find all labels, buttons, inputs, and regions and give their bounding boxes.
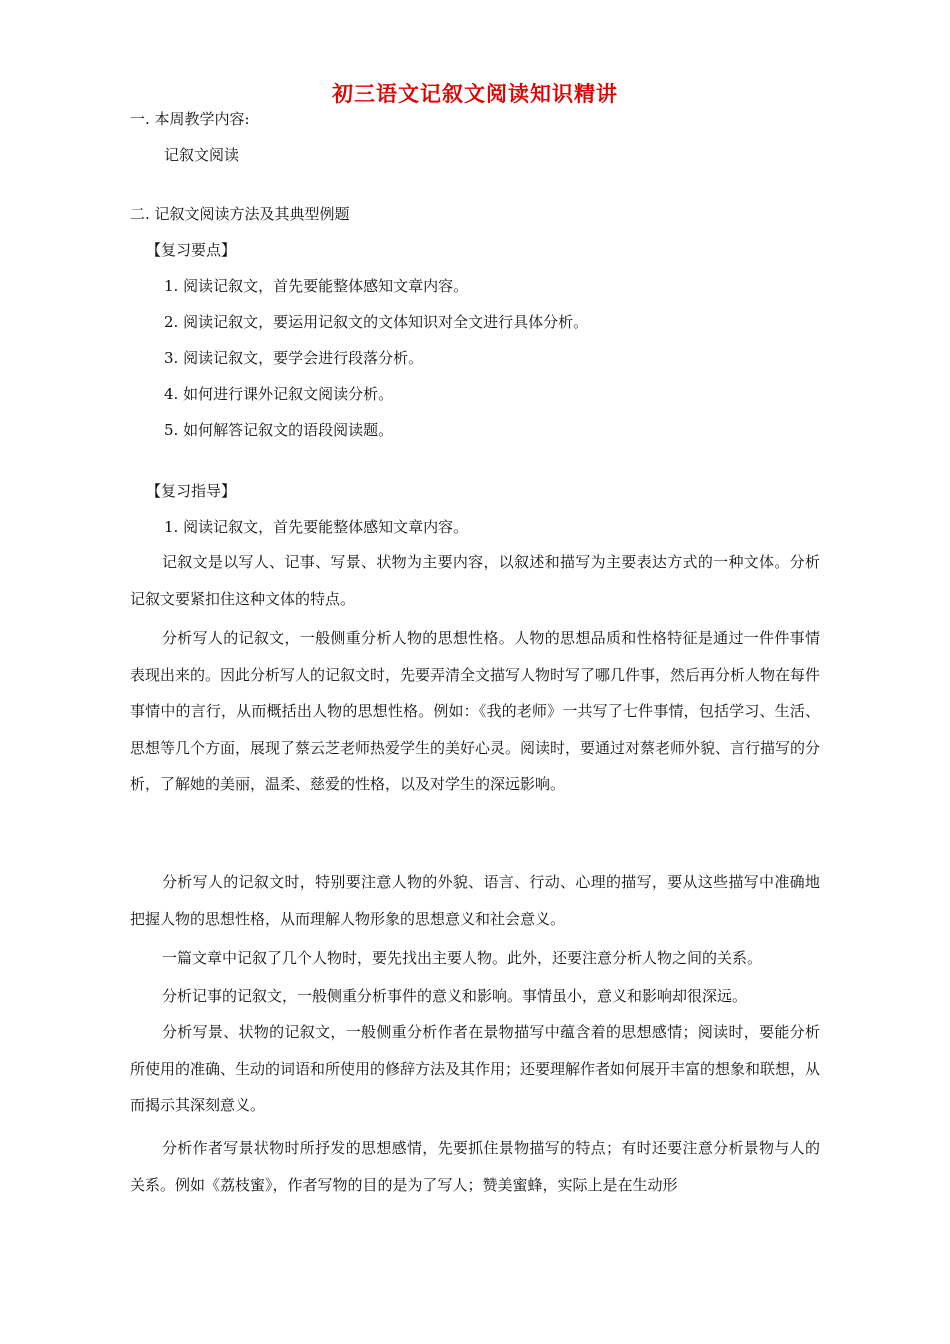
body-paragraph: 分析写景、状物的记叙文，一般侧重分析作者在景物描写中蕴含着的思想感情；阅读时，要能分析所使用的准确、生动的词语和所使用的修辞方法及其作用；还要理解作者如何展开丰富的想象和联想，从而揭示其深刻意义。 — [130, 1023, 821, 1114]
section1-content: 记叙文阅读 — [164, 146, 240, 164]
body-paragraph: 分析写人的记叙文时，特别要注意人物的外貌、语言、行动、心理的描写，要从这些描写中准确地把握人物的思想性格，从而理解人物形象的思想意义和社会意义。 — [130, 873, 820, 928]
review-point-item: 3. 阅读记叙文，要学会进行段落分析。 — [164, 349, 424, 367]
review-guide-label: 【复习指导】 — [146, 482, 237, 500]
body-paragraph: 分析写人的记叙文，一般侧重分析人物的思想性格。人物的思想品质和性格特征是通过一件件事情表现出来的。因此分析写人的记叙文时，先要弄清全文描写人物时写了哪几件事，然后再分析人物在每件事情中的言行，从而概括出人物的思想性格。例如：《我的老师》一共写了七件事情，包括学习、生活、思想等几个方面，展现了蔡云芝老师热爱学生的美好心灵。阅读时，要通过对蔡老师外貌、言行描写的分析，了解她的美丽，温柔、慈爱的性格，以及对学生的深远影响。 — [130, 629, 821, 793]
section2-heading: 二. 记叙文阅读方法及其典型例题 — [130, 205, 350, 223]
section1-heading: 一. 本周教学内容: — [130, 110, 250, 128]
body-paragraph: 一篇文章中记叙了几个人物时，要先找出主要人物。此外，还要注意分析人物之间的关系。 — [162, 949, 763, 967]
review-point-item: 2. 阅读记叙文，要运用记叙文的文体知识对全文进行具体分析。 — [164, 313, 589, 331]
review-points-label: 【复习要点】 — [146, 241, 237, 259]
review-point-item: 1. 阅读记叙文，首先要能整体感知文章内容。 — [164, 277, 469, 295]
review-point-item: 4. 如何进行课外记叙文阅读分析。 — [164, 385, 394, 403]
review-point-item: 5. 如何解答记叙文的语段阅读题。 — [164, 421, 394, 439]
document-title: 初三语文记叙文阅读知识精讲 — [332, 82, 618, 106]
review-guide-item: 1. 阅读记叙文，首先要能整体感知文章内容。 — [164, 518, 469, 536]
body-paragraph: 分析记事的记叙文，一般侧重分析事件的意义和影响。事情虽小，意义和影响却很深远。 — [162, 987, 748, 1005]
body-paragraph: 记叙文是以写人、记事、写景、状物为主要内容，以叙述和描写为主要表达方式的一种文体。分析记叙文要紧扣住这种文体的特点。 — [130, 553, 820, 608]
body-paragraph: 分析作者写景状物时所抒发的思想感情，先要抓住景物描写的特点；有时还要注意分析景物与人的关系。例如《荔枝蜜》，作者写物的目的是为了写人；赞美蜜蜂，实际上是在生动形 — [130, 1139, 820, 1194]
